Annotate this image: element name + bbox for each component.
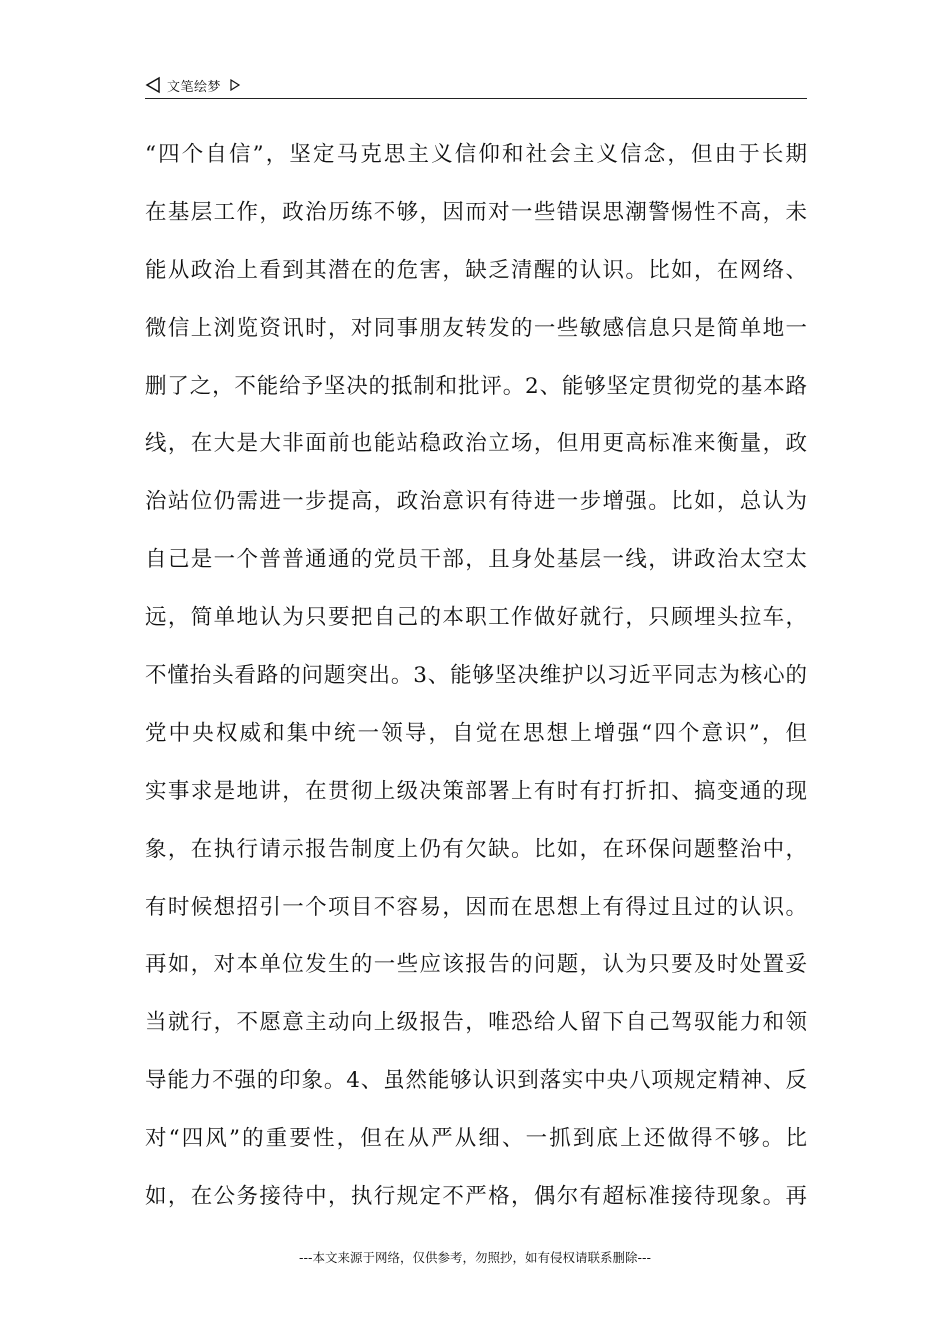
body-line: 实事求是地讲，在贯彻上级决策部署上有时有打折扣、搞变通的现: [145, 778, 807, 804]
body-line: 导能力不强的印象。4、虽然能够认识到落实中央八项规定精神、反: [145, 1068, 807, 1094]
triangle-right-outline-icon: [229, 76, 241, 88]
body-line: 删了之，不能给予坚决的抵制和批评。2、能够坚定贯彻党的基本路: [145, 373, 807, 399]
footer-disclaimer: ---本文来源于网络，仅供参考，勿照抄，如有侵权请联系删除---: [298, 1250, 652, 1265]
body-line: 当就行，不愿意主动向上级报告，唯恐给人留下自己驾驭能力和领: [145, 1010, 807, 1036]
body-line: 有时候想招引一个项目不容易，因而在思想上有得过且过的认识。: [145, 894, 807, 920]
body-line: 不懂抬头看路的问题突出。3、能够坚决维护以习近平同志为核心的: [145, 663, 807, 689]
body-line: 象，在执行请示报告制度上仍有欠缺。比如，在环保问题整治中，: [145, 836, 807, 862]
body-line: 能从政治上看到其潜在的危害，缺乏清醒的认识。比如，在网络、: [145, 257, 807, 283]
body-line: 线，在大是大非面前也能站稳政治立场，但用更高标准来衡量，政: [145, 431, 807, 457]
body-line: 治站位仍需进一步提高，政治意识有待进一步增强。比如，总认为: [145, 489, 807, 515]
body-line: 远，简单地认为只要把自己的本职工作做好就行，只顾埋头拉车，: [145, 605, 807, 631]
triangle-left-outline-icon: [145, 76, 161, 94]
body-line: 对“四风”的重要性，但在从严从细、一抓到底上还做得不够。比: [145, 1126, 807, 1152]
page-header: [145, 72, 807, 99]
body-line: 党中央权威和集中统一领导，自觉在思想上增强“四个意识”，但: [145, 720, 807, 746]
document-body: [145, 126, 807, 1226]
body-line: 如，在公务接待中，执行规定不严格，偶尔有超标准接待现象。再: [145, 1184, 807, 1210]
body-line: 微信上浏览资讯时，对同事朋友转发的一些敏感信息只是简单地一: [145, 315, 807, 341]
body-line: 再如，对本单位发生的一些应该报告的问题，认为只要及时处置妥: [145, 952, 807, 978]
header-title: 文笔绘梦: [167, 79, 222, 95]
body-line: “四个自信”，坚定马克思主义信仰和社会主义信念，但由于长期: [145, 142, 807, 167]
body-line: 自己是一个普普通通的党员干部，且身处基层一线，讲政治太空太: [145, 547, 807, 573]
body-line: 在基层工作，政治历练不够，因而对一些错误思潮警惕性不高，未: [145, 199, 807, 225]
